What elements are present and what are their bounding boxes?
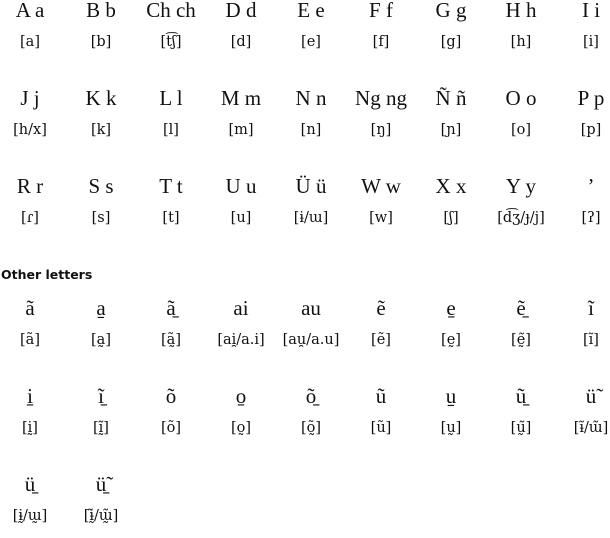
letter-cell: a̱ [96, 296, 106, 320]
letter-cell: ü̱ [24, 472, 36, 496]
letter-cell: O o [505, 86, 537, 110]
letter-cell: Ch ch [146, 0, 196, 22]
ipa-cell: [n] [300, 122, 322, 138]
ipa-cell: [ɨ̰/ɯ̰] [12, 508, 48, 524]
letter-cell: ’ [587, 174, 595, 198]
ipa-cell: [p] [580, 122, 602, 138]
ipa-cell: [g] [440, 34, 462, 50]
ipa-cell: [ŋ] [370, 122, 392, 138]
ipa-cell: [e] [301, 34, 321, 50]
letter-cell: ẽ̱ [516, 296, 526, 320]
ipa-cell: [l] [163, 122, 179, 138]
ipa-cell: [ĩ] [583, 332, 599, 348]
letter-cell: Ü ü [295, 174, 327, 198]
ipa-cell: [ẽ] [371, 332, 391, 348]
letter-cell: L l [159, 86, 183, 110]
ipa-cell: [a̰] [91, 332, 111, 348]
letter-cell: U u [225, 174, 257, 198]
letter-cell: Ñ ñ [435, 86, 467, 110]
letter-cell: ũ [375, 384, 387, 408]
letter-cell: F f [369, 0, 393, 22]
letter-cell: Y y [505, 174, 537, 198]
ipa-cell: [õ̰] [300, 420, 322, 436]
ipa-cell: [d] [230, 34, 252, 50]
ipa-cell: [ai̯/a.i] [217, 332, 265, 348]
letter-cell: A a [15, 0, 45, 22]
ipa-cell: [d͡ʒ/ɟ/j] [497, 210, 545, 226]
ipa-cell: [o] [510, 122, 532, 138]
letter-cell: ã [25, 296, 35, 320]
letter-cell: ẽ [376, 296, 386, 320]
letter-cell: J j [20, 86, 40, 110]
ipa-cell: [ʔ] [581, 210, 601, 226]
ipa-cell: [ã̰] [161, 332, 181, 348]
letter-cell: ü̱̃ [95, 472, 107, 496]
letter-cell: E e [297, 0, 325, 22]
ipa-cell: [ḛ] [441, 332, 461, 348]
ipa-cell: [k] [90, 122, 112, 138]
letter-cell: R r [16, 174, 44, 198]
ipa-cell: [ḭ̃] [93, 420, 109, 436]
letter-cell: G g [435, 0, 467, 22]
ipa-cell: [ɨ̰̃/ɯ̰̃] [83, 508, 119, 524]
ipa-cell: [w] [369, 210, 393, 226]
letter-cell: H h [505, 0, 537, 22]
letter-cell: o̱ [235, 384, 247, 408]
ipa-cell: [ḭ] [22, 420, 38, 436]
ipa-cell: [s] [91, 210, 111, 226]
letter-cell: B b [86, 0, 116, 22]
ipa-cell: [i] [583, 34, 599, 50]
ipa-cell: [ã] [20, 332, 40, 348]
letter-cell: i̱ [27, 384, 33, 408]
other-letters-heading: Other letters [1, 267, 93, 282]
letter-cell: ü̃ [585, 384, 597, 408]
ipa-cell: [ɨ̃/ɯ̃] [573, 420, 609, 436]
ipa-cell: [ṵ] [440, 420, 462, 436]
letter-cell: D d [225, 0, 257, 22]
ipa-cell: [a] [20, 34, 40, 50]
letter-cell: õ̱ [305, 384, 317, 408]
ipa-cell: [o̰] [230, 420, 252, 436]
ipa-cell: [au̯/a.u] [282, 332, 340, 348]
ipa-cell: [t͡ʃ] [160, 34, 182, 50]
ipa-cell: [ḛ̃] [511, 332, 531, 348]
ipa-cell: [ɲ] [440, 122, 462, 138]
ipa-cell: [h] [510, 34, 532, 50]
letter-cell: Ng ng [355, 86, 407, 110]
letter-cell: ĩ̱ [98, 384, 104, 408]
letter-cell: au [301, 296, 321, 320]
letter-cell: M m [220, 86, 262, 110]
ipa-cell: [ɾ] [21, 210, 39, 226]
letter-cell: ũ̱ [515, 384, 527, 408]
ipa-cell: [õ] [160, 420, 182, 436]
letter-cell: e̱ [446, 296, 456, 320]
letter-cell: P p [577, 86, 605, 110]
letter-cell: K k [85, 86, 117, 110]
ipa-cell: [u] [230, 210, 252, 226]
letter-cell: X x [435, 174, 467, 198]
ipa-cell: [h/x] [13, 122, 47, 138]
ipa-cell: [ṵ̃] [510, 420, 532, 436]
ipa-cell: [m] [228, 122, 254, 138]
ipa-cell: [ũ] [370, 420, 392, 436]
ipa-cell: [b] [90, 34, 112, 50]
letter-cell: S s [88, 174, 114, 198]
letter-cell: u̱ [445, 384, 457, 408]
letter-cell: W w [361, 174, 401, 198]
letter-cell: T t [159, 174, 183, 198]
letter-cell: I i [581, 0, 601, 22]
ipa-cell: [f] [372, 34, 390, 50]
letter-cell: N n [295, 86, 327, 110]
ipa-cell: [t] [162, 210, 180, 226]
letter-cell: ã̱ [166, 296, 176, 320]
letter-cell: õ [165, 384, 177, 408]
letter-cell: ĩ [588, 296, 594, 320]
ipa-cell: [ɨ/ɯ] [293, 210, 329, 226]
letter-cell: ai [233, 296, 249, 320]
ipa-cell: [ʃ] [443, 210, 459, 226]
